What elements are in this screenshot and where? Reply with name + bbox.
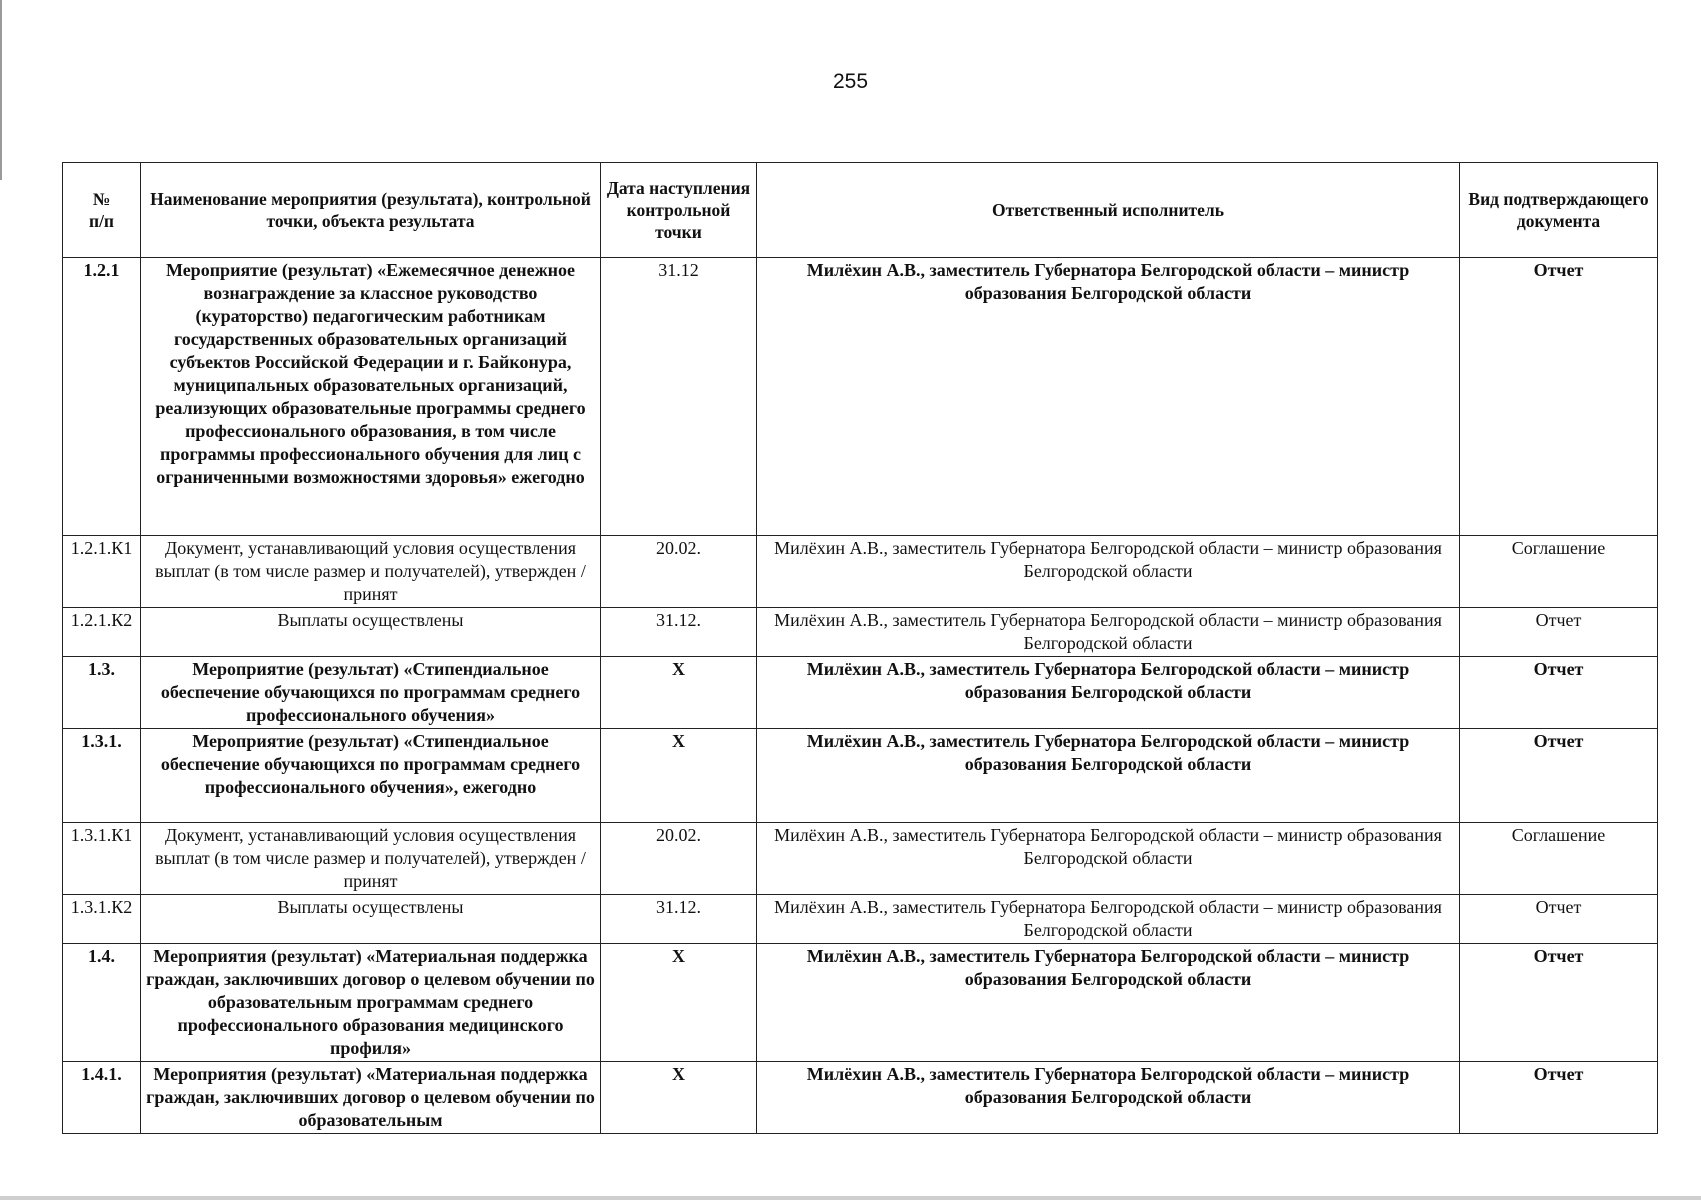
row-date: Х xyxy=(601,657,757,729)
row-date: 20.02. xyxy=(601,823,757,895)
row-doc-type: Отчет xyxy=(1460,729,1658,823)
row-name: Мероприятия (результат) «Материальная поддержка граждан, заключивших договор о целевом обучении по образовательным программам среднего профессионального образования медицинского профиля» xyxy=(141,944,601,1062)
row-num: 1.3.1.К1 xyxy=(63,823,141,895)
row-date: 31.12 xyxy=(601,258,757,536)
row-name: Мероприятие (результат) «Ежемесячное денежное вознаграждение за классное руководство (кураторство) педагогическим работникам государственных образовательных организаций субъектов Российской Федерации и г. Байконура, муниципальных образовательных организаций, реализующих образовательные программы среднего профессионального образования, в том числе программы профессионального обучения для лиц с ограниченными возможностями здоровья» ежегодно xyxy=(141,258,601,536)
table-row xyxy=(63,1062,1658,1134)
row-num: 1.4. xyxy=(63,944,141,1062)
row-num: 1.3. xyxy=(63,657,141,729)
row-executor: Милёхин А.В., заместитель Губернатора Белгородской области – министр образования Белгородской области xyxy=(757,729,1460,823)
row-num: 1.2.1 xyxy=(63,258,141,536)
row-date: 20.02. xyxy=(601,536,757,608)
row-executor: Милёхин А.В., заместитель Губернатора Белгородской области – министр образования Белгородской области xyxy=(757,536,1460,608)
row-doc-type: Соглашение xyxy=(1460,536,1658,608)
header-num-line2: п/п xyxy=(88,211,115,231)
row-name: Выплаты осуществлены xyxy=(141,608,601,657)
row-num: 1.2.1.К2 xyxy=(63,608,141,657)
row-executor: Милёхин А.В., заместитель Губернатора Белгородской области – министр образования Белгородской области xyxy=(757,608,1460,657)
page-number: 255 xyxy=(832,70,869,93)
row-num: 1.2.1.К1 xyxy=(63,536,141,608)
row-name: Мероприятия (результат) «Материальная поддержка граждан, заключивших договор о целевом обучении по образовательным xyxy=(141,1062,601,1134)
row-date: 31.12. xyxy=(601,895,757,944)
row-doc-type: Отчет xyxy=(1460,258,1658,536)
row-doc-type: Отчет xyxy=(1460,608,1658,657)
row-num: 1.4.1. xyxy=(63,1062,141,1134)
row-doc-type: Отчет xyxy=(1460,944,1658,1062)
row-executor: Милёхин А.В., заместитель Губернатора Белгородской области – министр образования Белгородской области xyxy=(757,258,1460,536)
table-row xyxy=(63,823,1658,895)
header-date: Дата наступления контрольной точки xyxy=(601,163,757,258)
row-name: Мероприятие (результат) «Стипендиальное обеспечение обучающихся по программам среднего профессионального обучения», ежегодно xyxy=(141,729,601,823)
row-num: 1.3.1.К2 xyxy=(63,895,141,944)
table-row xyxy=(63,657,1658,729)
row-name: Документ, устанавливающий условия осуществления выплат (в том числе размер и получателей), утвержден / принят xyxy=(141,536,601,608)
row-doc-type: Отчет xyxy=(1460,1062,1658,1134)
row-name: Документ, устанавливающий условия осуществления выплат (в том числе размер и получателей), утвержден / принят xyxy=(141,823,601,895)
row-executor: Милёхин А.В., заместитель Губернатора Белгородской области – министр образования Белгородской области xyxy=(757,657,1460,729)
row-executor: Милёхин А.В., заместитель Губернатора Белгородской области – министр образования Белгородской области xyxy=(757,944,1460,1062)
row-executor: Милёхин А.В., заместитель Губернатора Белгородской области – министр образования Белгородской области xyxy=(757,823,1460,895)
header-executor: Ответственный исполнитель xyxy=(757,163,1460,258)
table-row xyxy=(63,536,1658,608)
row-executor: Милёхин А.В., заместитель Губернатора Белгородской области – министр образования Белгородской области xyxy=(757,1062,1460,1134)
row-name: Выплаты осуществлены xyxy=(141,895,601,944)
table-row xyxy=(63,895,1658,944)
row-date: Х xyxy=(601,729,757,823)
table-row xyxy=(63,944,1658,1062)
plan-table xyxy=(62,162,1658,1134)
table-header-row xyxy=(63,163,1658,258)
header-num xyxy=(63,163,141,258)
row-name: Мероприятие (результат) «Стипендиальное обеспечение обучающихся по программам среднего профессионального обучения» xyxy=(141,657,601,729)
row-doc-type: Соглашение xyxy=(1460,823,1658,895)
row-executor: Милёхин А.В., заместитель Губернатора Белгородской области – министр образования Белгородской области xyxy=(757,895,1460,944)
table-row xyxy=(63,258,1658,536)
row-doc-type: Отчет xyxy=(1460,657,1658,729)
header-name: Наименование мероприятия (результата), контрольной точки, объекта результата xyxy=(141,163,601,258)
scan-bottom-edge xyxy=(0,1196,1701,1200)
header-doc-type: Вид подтверждающего документа xyxy=(1460,163,1658,258)
row-doc-type: Отчет xyxy=(1460,895,1658,944)
table-row xyxy=(63,608,1658,657)
table-row xyxy=(63,729,1658,823)
row-num: 1.3.1. xyxy=(63,729,141,823)
header-num-line1: № xyxy=(92,189,111,209)
row-date: Х xyxy=(601,1062,757,1134)
row-date: 31.12. xyxy=(601,608,757,657)
row-date: Х xyxy=(601,944,757,1062)
